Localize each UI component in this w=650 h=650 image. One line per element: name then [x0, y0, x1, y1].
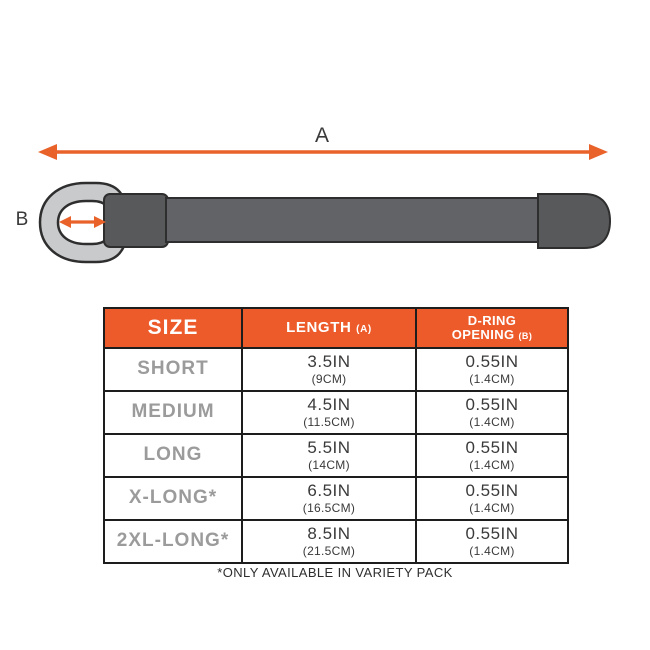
opening-value: 0.55IN (1.4CM) — [416, 520, 568, 563]
length-value: 5.5IN (14CM) — [242, 434, 416, 477]
length-value: 3.5IN (9CM) — [242, 348, 416, 391]
table-row-medium — [104, 391, 568, 434]
length-value: 8.5IN (21.5CM) — [242, 520, 416, 563]
opening-ref-marker: (B) — [518, 331, 533, 341]
col-header-dring-opening: D-RING OPENING (B) — [416, 308, 568, 348]
table-row-x-long — [104, 477, 568, 520]
length-ref-marker: (A) — [356, 323, 372, 335]
length-marker-label: A — [314, 124, 330, 147]
strap-dimension-diagram — [0, 0, 650, 300]
opening-value: 0.55IN (1.4CM) — [416, 477, 568, 520]
size-label: LONG — [104, 434, 242, 477]
table-row-long — [104, 434, 568, 477]
opening-value: 0.55IN (1.4CM) — [416, 391, 568, 434]
col-header-size: SIZE — [104, 308, 242, 348]
size-label: 2XL-LONG* — [104, 520, 242, 563]
size-table — [103, 307, 569, 564]
table-row-2xl-long — [104, 520, 568, 563]
opening-marker-label: B — [15, 209, 29, 230]
length-arrow-left-head-icon — [38, 144, 57, 160]
length-value: 4.5IN (11.5CM) — [242, 391, 416, 434]
length-value: 6.5IN (16.5CM) — [242, 477, 416, 520]
size-label: X-LONG* — [104, 477, 242, 520]
footnote: *ONLY AVAILABLE IN VARIETY PACK — [217, 565, 453, 580]
strap-body — [166, 198, 538, 242]
length-arrow-right-head-icon — [589, 144, 608, 160]
opening-value: 0.55IN (1.4CM) — [416, 348, 568, 391]
size-label: SHORT — [104, 348, 242, 391]
strap-sleeve — [104, 194, 168, 247]
col-header-length: LENGTH (A) — [242, 308, 416, 348]
strap-end-cap — [538, 194, 610, 248]
table-header-row — [104, 308, 568, 348]
table-row-short — [104, 348, 568, 391]
opening-value: 0.55IN (1.4CM) — [416, 434, 568, 477]
size-label: MEDIUM — [104, 391, 242, 434]
